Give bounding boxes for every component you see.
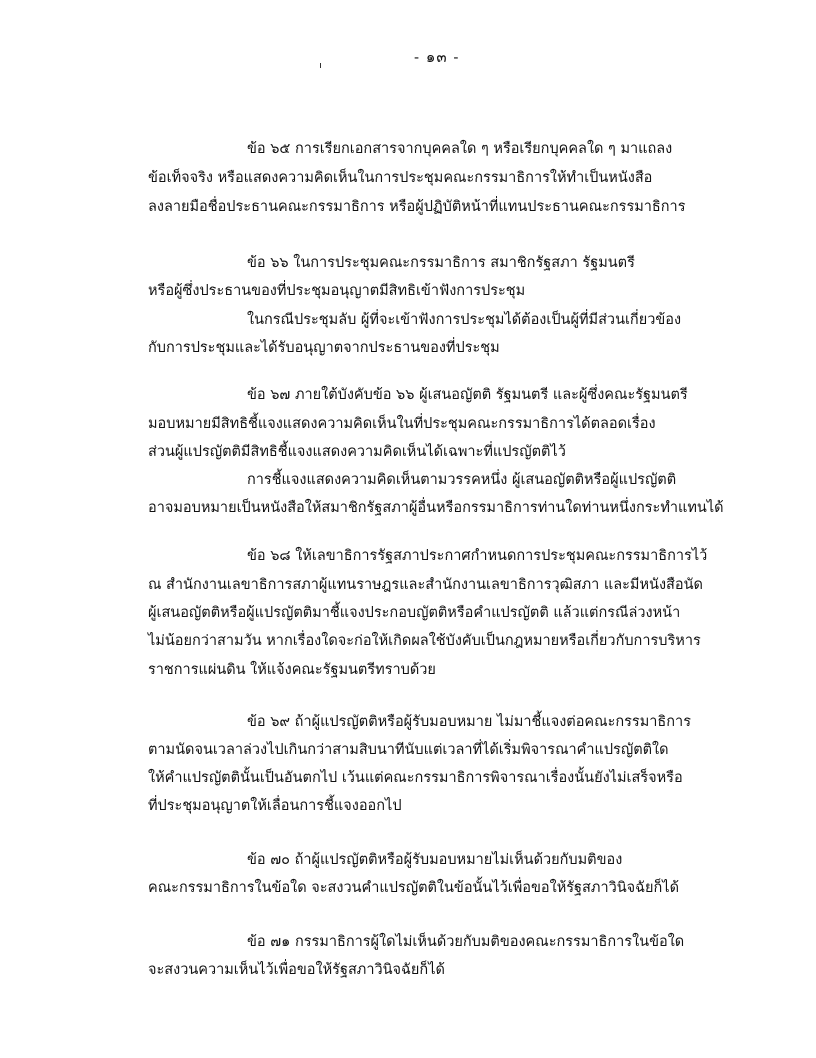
article-67-line-3: ส่วนผู้แปรญัตติมีสิทธิชี้แจงแสดงความคิดเห็นได้เฉพาะที่แปรญัตติไว้ <box>148 444 566 460</box>
article-70-line-1: ข้อ ๗๐ ถ้าผู้แปรญัตติหรือผู้รับมอบหมายไม่เห็นด้วยกับมติของ <box>247 852 623 868</box>
article-68-line-1: ข้อ ๖๘ ให้เลขาธิการรัฐสภาประกาศกำหนดการประชุมคณะกรรมาธิการไว้ <box>247 548 708 564</box>
article-66-line-1: ข้อ ๖๖ ในการประชุมคณะกรรมาธิการ สมาชิกรัฐสภา รัฐมนตรี <box>247 255 635 271</box>
article-65-line-3: ลงลายมือชื่อประธานคณะกรรมาธิการ หรือผู้ปฏิบัติหน้าที่แทนประธานคณะกรรมาธิการ <box>148 199 686 215</box>
article-68-line-5: ราชการแผ่นดิน ให้แจ้งคณะรัฐมนตรีทราบด้วย <box>148 662 436 678</box>
article-71-line-1: ข้อ ๗๑ กรรมาธิการผู้ใดไม่เห็นด้วยกับมติของคณะกรรมาธิการในข้อใด <box>247 934 685 950</box>
article-69-line-1: ข้อ ๖๙ ถ้าผู้แปรญัตติหรือผู้รับมอบหมาย ไม่มาชี้แจงต่อคณะกรรมาธิการ <box>247 714 691 730</box>
article-69-line-2: ตามนัดจนเวลาล่วงไปเกินกว่าสามสิบนาทีนับแต่เวลาที่ได้เริ่มพิจารณาคำแปรญัตติใด <box>148 742 669 758</box>
article-68-line-2: ณ สำนักงานเลขาธิการสภาผู้แทนราษฎรและสำนักงานเลขาธิการวุฒิสภา และมีหนังสือนัด <box>148 577 703 593</box>
page-number: - ๑๓ - <box>414 48 460 66</box>
article-71-line-2: จะสงวนความเห็นไว้เพื่อขอให้รัฐสภาวินิจฉัยก็ได้ <box>148 962 445 978</box>
article-67-line-4: การชี้แจงแสดงความคิดเห็นตามวรรคหนึ่ง ผู้เสนอญัตติหรือผู้แปรญัตติ <box>247 472 677 488</box>
article-69-line-3: ให้คำแปรญัตตินั้นเป็นอันตกไป เว้นแต่คณะกรรมาธิการพิจารณาเรื่องนั้นยังไม่เสร็จหรือ <box>148 770 683 786</box>
scan-speck <box>320 63 321 68</box>
article-67-line-5: อาจมอบหมายเป็นหนังสือให้สมาชิกรัฐสภาผู้อื่นหรือกรรมาธิการท่านใดท่านหนึ่งกระทำแทนได้ <box>148 500 724 516</box>
article-65-line-1: ข้อ ๖๕ การเรียกเอกสารจากบุคคลใด ๆ หรือเรียกบุคคลใด ๆ มาแถลง <box>247 141 673 157</box>
article-66-line-4: กับการประชุมและได้รับอนุญาตจากประธานของที่ประชุม <box>148 340 500 356</box>
article-70-line-2: คณะกรรมาธิการในข้อใด จะสงวนคำแปรญัตติในข้อนั้นไว้เพื่อขอให้รัฐสภาวินิจฉัยก็ได้ <box>148 880 680 896</box>
article-65-line-2: ข้อเท็จจริง หรือแสดงความคิดเห็นในการประชุมคณะกรรมาธิการให้ทำเป็นหนังสือ <box>148 170 653 186</box>
article-67-line-2: มอบหมายมีสิทธิชี้แจงแสดงความคิดเห็นในที่ประชุมคณะกรรมาธิการได้ตลอดเรื่อง <box>148 416 656 432</box>
article-68-line-4: ไม่น้อยกว่าสามวัน หากเรื่องใดจะก่อให้เกิดผลใช้บังคับเป็นกฎหมายหรือเกี่ยวกับการบริหาร <box>148 633 701 649</box>
article-67-line-1: ข้อ ๖๗ ภายใต้บังคับข้อ ๖๖ ผู้เสนอญัตติ รัฐมนตรี และผู้ซึ่งคณะรัฐมนตรี <box>247 387 688 403</box>
article-66-line-2: หรือผู้ซึ่งประธานของที่ประชุมอนุญาตมีสิทธิเข้าฟังการประชุม <box>148 283 526 299</box>
article-66-line-3: ในกรณีประชุมลับ ผู้ที่จะเข้าฟังการประชุมได้ต้องเป็นผู้ที่มีส่วนเกี่ยวข้อง <box>247 312 682 328</box>
article-68-line-3: ผู้เสนอญัตติหรือผู้แปรญัตติมาชี้แจงประกอบญัตติหรือคำแปรญัตติ แล้วแต่กรณีล่วงหน้า <box>148 605 681 621</box>
article-69-line-4: ที่ประชุมอนุญาตให้เลื่อนการชี้แจงออกไป <box>148 798 402 814</box>
